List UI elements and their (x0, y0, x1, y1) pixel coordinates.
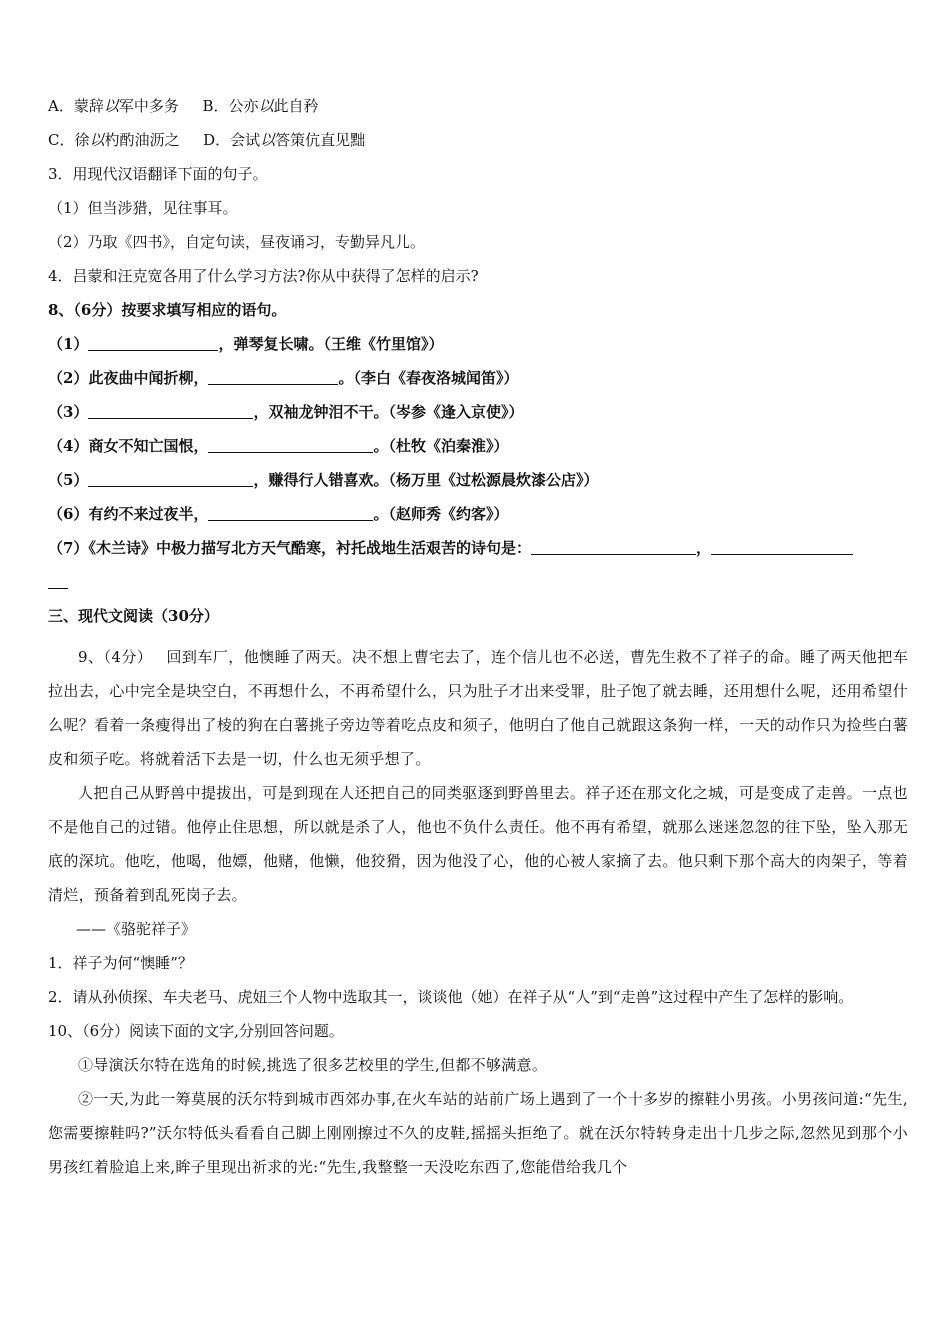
q9-source: ——《骆驼祥子》 (76, 920, 197, 938)
option-row-cd (48, 130, 908, 164)
q10-paragraph-2: ②一天,为此一筹莫展的沃尔特到城市西郊办事,在火车站的站前广场上遇到了一个十多岁的擦鞋小男孩。小男孩问道:“先生,您需要擦鞋吗?”沃尔特低头看看自己脚上刚刚擦过不久的皮鞋,摇摇头拒绝了。就在沃尔特转身走出十几步之际,忽然见到那个小男孩红着脸追上来,眸子里现出祈求的光:“先生,我整整一天没吃东西了,您能借给我几个 (48, 1090, 908, 1176)
q9-paragraph-2: 人把自己从野兽中提拔出，可是到现在人还把自己的同类驱逐到野兽里去。祥子还在那文化之城，可是变成了走兽。一点也不是他自己的过错。他停止住思想，所以就是杀了人，他也不负什么责任。他不再有希望，就那么迷迷忽忽的往下坠，坠入那无底的深坑。他吃，他喝，他嫖，他赌，他懒，他狡猾，因为他没了心，他的心被人家摘了去。他只剩下那个高大的肉架子，等着清烂，预备着到乱死岗子去。 (48, 784, 908, 904)
exam-page (48, 96, 908, 1184)
q8-item-3: （3） ，双袖龙钟泪不干。（岑参《逢入京使》） (48, 403, 524, 421)
q10-paragraph-1: ①导演沃尔特在选角的时候,挑选了很多艺校里的学生,但都不够满意。 (78, 1056, 548, 1074)
option-c: C．徐以杓酌油沥之 (48, 131, 180, 149)
fill-blank[interactable] (48, 572, 68, 589)
fill-blank[interactable] (88, 402, 253, 419)
section-title: 三、现代文阅读（30分） (48, 607, 219, 625)
q9-paragraph-1: 9、（4分） 回到车厂，他懊睡了两天。决不想上曹宅去了，连个信儿也不必送，曹先生救不了祥子的命。睡了两天他把车拉出去，心中完全是块空白，不再想什么，不再希望什么，只为肚子才出来受罪，肚子饱了就去睡，还用想什么呢，还用希望什么呢？看着一条瘦得出了棱的狗在白薯挑子旁边等着吃点皮和须子，他明白了他自己就跟这条狗一样，一天的动作只为捡些白薯皮和须子吃。将就着活下去是一切，什么也无须乎想了。 (48, 648, 909, 768)
q3-sentence-1: （1）但当涉猎，见往事耳。 (48, 199, 238, 217)
q9-sub-1: 1．祥子为何“懊睡”？ (48, 954, 193, 972)
fill-blank[interactable] (711, 538, 853, 555)
q9-sub-2: 2．请从孙侦探、车夫老马、虎妞三个人物中选取其一，谈谈他（她）在祥子从“人”到“走兽”这过程中产生了怎样的影响。 (48, 988, 854, 1006)
q8-item-5: （5） ，赚得行人错喜欢。（杨万里《过松源晨炊漆公店》） (48, 471, 599, 489)
fill-blank[interactable] (531, 538, 696, 555)
q8-item-7-cont (48, 572, 908, 606)
option-row-ab (48, 96, 908, 130)
q3-sentence-2: （2）乃取《四书》，自定句读，昼夜诵习，专勤异凡儿。 (48, 233, 426, 251)
option-d: D．会试以答策伉直见黜 (203, 131, 366, 149)
q8-item-4: （4）商女不知亡国恨， 。（杜牧《泊秦淮》） (48, 437, 509, 455)
q8-item-7: （7）《木兰诗》中极力描写北方天气酷寒，衬托战地生活艰苦的诗句是： ， (48, 538, 908, 572)
option-a: A．蒙辞以军中多务 (48, 97, 179, 115)
q10-stem: 10、（6分）阅读下面的文字,分别回答问题。 (48, 1022, 344, 1040)
fill-blank[interactable] (208, 436, 373, 453)
fill-blank[interactable] (208, 504, 373, 521)
q8-item-6: （6）有约不来过夜半， 。（赵师秀《约客》） (48, 505, 509, 523)
q8-item-1: （1） ，弹琴复长啸。（王维《竹里馆》） (48, 335, 444, 353)
option-b: B．公亦以此自矜 (202, 97, 319, 115)
q8-stem: 8、（6分）按要求填写相应的语句。 (48, 301, 287, 319)
fill-blank[interactable] (208, 368, 338, 385)
q3-stem: 3．用现代汉语翻译下面的句子。 (48, 165, 268, 183)
fill-blank[interactable] (88, 334, 218, 351)
q8-item-2: （2）此夜曲中闻折柳， 。（李白《春夜洛城闻笛》） (48, 369, 519, 387)
q4-question: 4．吕蒙和汪克宽各用了什么学习方法?你从中获得了怎样的启示? (48, 267, 479, 285)
fill-blank[interactable] (88, 470, 253, 487)
